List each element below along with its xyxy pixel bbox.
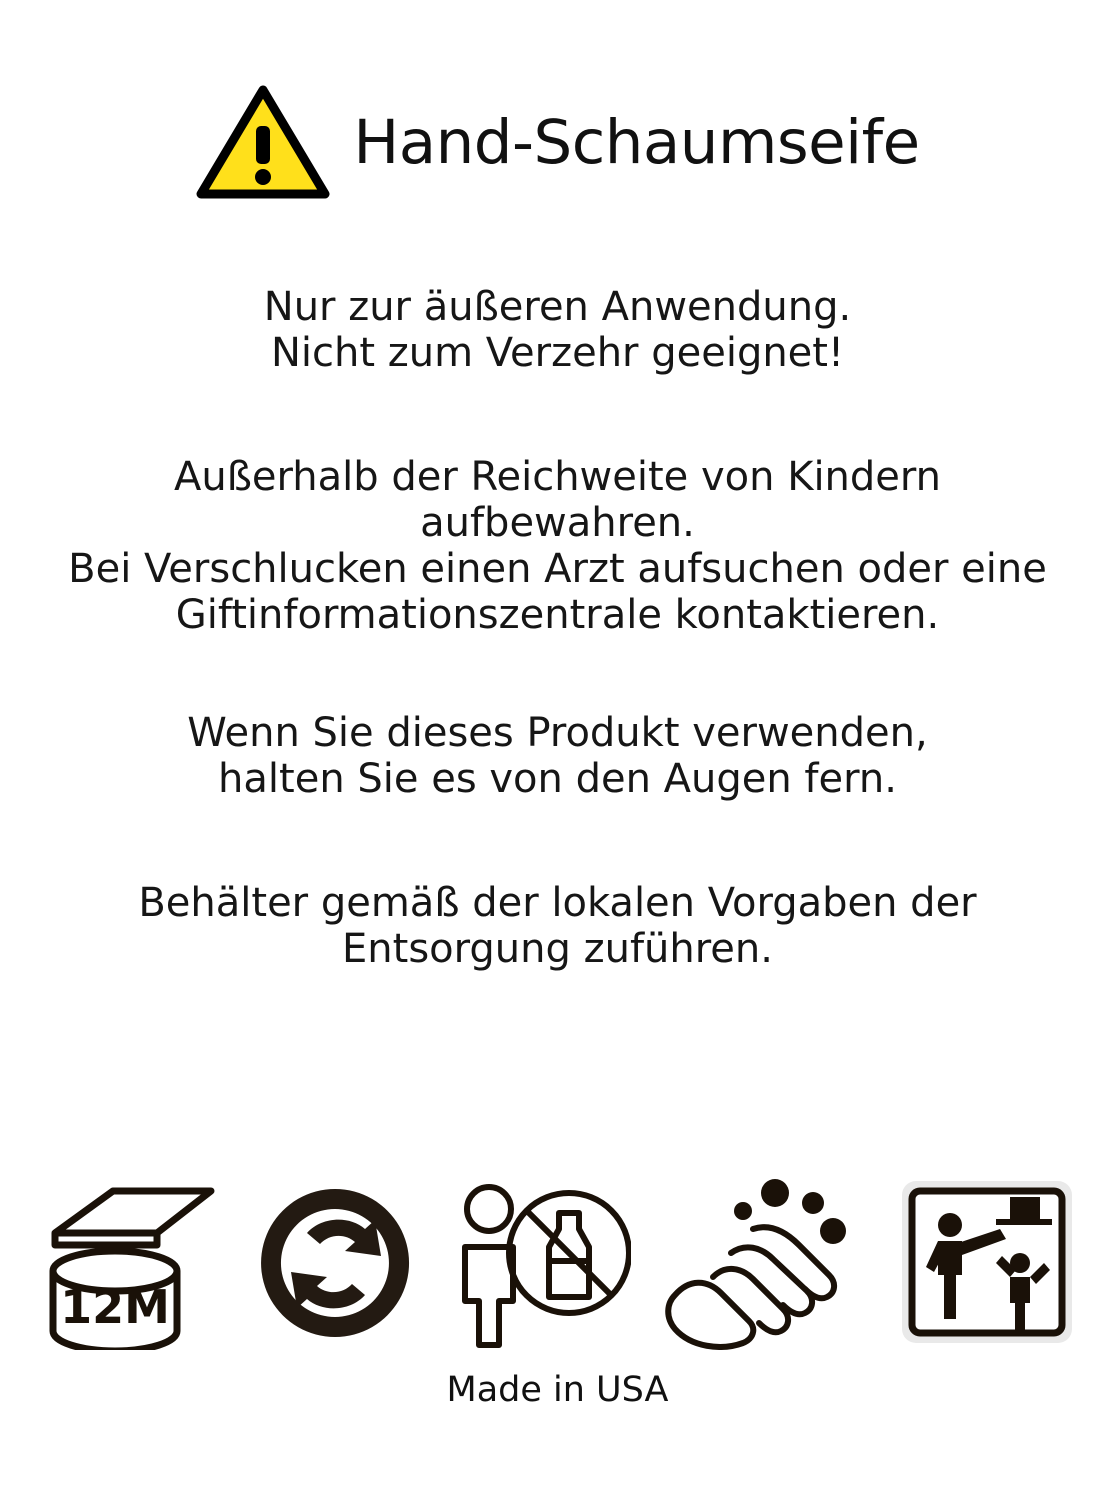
warning-line: Nur zur äußeren Anwendung. [263,284,852,330]
warning-line: Außerhalb der Reichweite von Kindern [173,454,941,500]
period-after-opening-icon [39,1175,229,1350]
warning-line: Nicht zum Verzehr geeignet! [270,330,845,376]
warning-line: Entsorgung zuführen. [342,926,773,972]
warning-paragraph-1 [0,284,1115,376]
warning-line: Bei Verschlucken einen Arzt aufsuchen oder eine [68,546,1047,592]
warning-paragraph-3 [0,710,1115,802]
made-in-label: Made in USA [446,1370,669,1410]
pictogram-row [0,1175,1115,1350]
green-dot-recycling-icon [255,1183,415,1343]
warning-triangle-icon [195,82,331,202]
page-title: Hand-Schaumseife [353,106,920,178]
warning-line: Wenn Sie dieses Produkt verwenden, [187,710,928,756]
period-after-opening-label: 12M [60,1280,170,1334]
warning-paragraph-4 [0,880,1115,972]
do-not-drink-icon [441,1175,631,1350]
warning-line: Behälter gemäß der lokalen Vorgaben der [138,880,977,926]
warning-line: aufbewahren. [420,500,695,546]
warning-paragraph-2 [0,454,1115,638]
wash-hands-icon [657,1175,872,1350]
warning-line: Giftinformationszentrale kontaktieren. [175,592,940,638]
page-title-row [195,82,919,202]
keep-away-from-children-icon [898,1175,1076,1350]
warning-text-block [0,212,1115,972]
warning-line: halten Sie es von den Augen fern. [218,756,897,802]
